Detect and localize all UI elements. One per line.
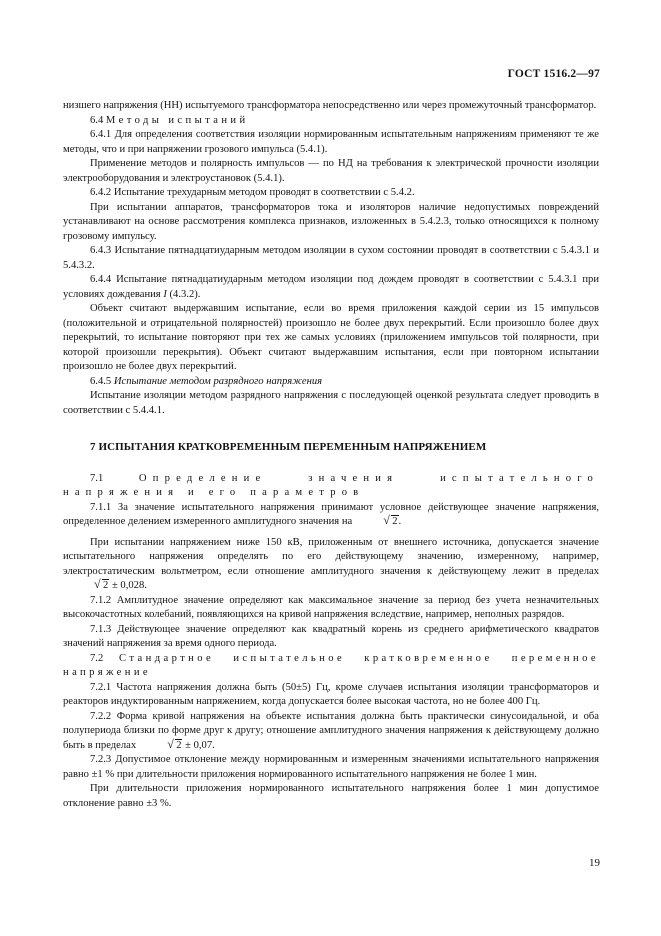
subsection-number: 6.4.5 [90, 375, 112, 387]
paragraph-6-4-2: 6.4.2 Испытание трехударным методом проводят в соответствии с 5.4.2. [90, 187, 415, 198]
square-root-formula [140, 736, 182, 754]
paragraph-7-1-3: 7.1.3 Действующее значение определяют как квадратный корень из среднего арифметического квадратов значений напряжения за время одного периода. [63, 623, 599, 649]
paragraph-7-1-2: 7.1.2 Амплитудное значение определяют как максимальное значение за период без учета незначительных высокочастотных колебаний, появляющихся на кривой напряжения вследствие, например, неполных разрядов. [63, 594, 599, 620]
subsection-title: Методы испытаний [105, 114, 249, 126]
paragraph-7-2-3-b: При длительности приложения нормированного испытательного напряжения более 1 мин допустимое отклонение равно ±3 %. [63, 783, 599, 809]
radicand: 2 [392, 516, 398, 527]
subsection-heading-7-2 [63, 652, 599, 681]
radical-sign-icon: √ [94, 577, 101, 591]
paragraph-text: ± 0,028. [109, 580, 147, 591]
radicand: 2 [103, 580, 109, 591]
radical-sign-icon: √ [383, 513, 390, 527]
page-number: 19 [589, 857, 600, 869]
paragraph-text: 6.4.4 Испытание пятнадцатиударным методом изоляции под дождем проводят в соответствии с 5.4.3.1 при условиях дождевания [63, 274, 599, 300]
document-code-header: ГОСТ 1516.2—97 [507, 68, 600, 80]
paragraph-6-4-2-b: При испытании аппаратов, трансформаторов тока и изоляторов наличие недопустимых повреждений устанавливают на основе рассмотрения комплекса признаков, изложенных в 5.4.2.3, только относящихся к полному грозовому импульсу. [63, 201, 599, 242]
section-heading-7: 7 ИСПЫТАНИЯ КРАТКОВРЕМЕННЫМ ПЕРЕМЕННЫМ НАПРЯЖЕНИЕМ [90, 441, 487, 453]
subsection-number: 6.4 [90, 114, 104, 126]
document-body [63, 99, 599, 811]
paragraph-text: 7.1.1 За значение испытательного напряжения принимают условное действующее значение напряжения, определенное делением измеренного амплитудного значения на [63, 501, 599, 527]
paragraph-6-4-5 [63, 375, 599, 390]
paragraph-6-4-4-b: Объект считают выдержавшим испытание, если во время приложения каждой серии из 15 импульсов (положительной и отрицательной полярностей) произошло не более двух перекрытий. Если произошло более двух перекрытий, то испытание повторяют при тех же самых условиях (приложением импульсов той полярности, при которой произошли перекрытия). Объект считают выдержавшим испытания, если при повторном испытании произошло не более двух перекрытий. [63, 303, 599, 372]
subsection-title: Испытание методом разрядного напряжения [113, 375, 323, 387]
paragraph-6-4-1: 6.4.1 Для определения соответствия изоляции нормированным испытательным напряжениям применяют те же методы, что и при напряжении грозового импульса (5.4.1). [63, 129, 599, 155]
paragraph-text: . [398, 516, 402, 527]
paragraph-continuation: низшего напряжения (НН) испытуемого трансформатора непосредственно или через промежуточный трансформатор. [63, 100, 597, 111]
square-root-formula [356, 515, 398, 530]
paragraph-text: 7.2.2 Форма кривой напряжения на объекте испытания должна быть практически синусоидальной, и оба полупериода близки по форме друг к другу; отношение амплитудного значения напряжения к действующему должно быть в пределах [63, 710, 599, 751]
subsection-title: Определение значения испытательного напряжения и его параметров [63, 472, 600, 498]
subsection-number: 7.2 [90, 652, 104, 664]
paragraph-7-2-3: 7.2.3 Допустимое отклонение между нормированным и измеренным значениями испытательного напряжения равно ±1 % при длительности приложения нормированного испытательного напряжения не более 1 мин. [63, 754, 599, 780]
paragraph-7-2-1: 7.2.1 Частота напряжения должна быть (50±5) Гц, кроме случаев испытания изоляции трансформаторов и реакторов индуктированным напряжением, когда допускается более высокая частота, но не более 400 Гц. [63, 681, 599, 707]
paragraph-7-1-1-b [63, 536, 599, 594]
square-root-formula [67, 579, 109, 594]
paragraph-text: При испытании напряжением ниже 150 кВ, приложенным от внешнего источника, допускается значение испытательного напряжения определять по его действующему значению, измеренному, например, электростатическим вольтметром, если отношение амплитудного значения к действующему лежит в пределах [63, 536, 599, 577]
paragraph-7-2-2 [63, 710, 599, 754]
radicand: 2 [176, 739, 182, 751]
subsection-number: 7.1 [90, 472, 104, 484]
paragraph-6-4-3: 6.4.3 Испытание пятнадцатиударным методом изоляции в сухом состоянии проводят в соответствии с 5.4.3.1 и 5.4.3.2. [63, 245, 599, 271]
paragraph-text: (4.3.2). [166, 288, 201, 300]
rain-condition-symbol: I [163, 288, 167, 300]
paragraph-7-1-1 [63, 501, 599, 530]
paragraph-6-4-5-b: Испытание изоляции методом разрядного напряжения с последующей оценкой результата следует проводить в соответствии с 5.4.4.1. [63, 390, 599, 416]
subsection-heading-6-4 [63, 114, 599, 129]
paragraph-6-4-4 [63, 273, 599, 302]
subsection-heading-7-1 [63, 472, 599, 501]
subsection-title: Стандартное испытательное кратковременное переменное напряжение [63, 652, 599, 678]
paragraph-6-4-1-b: Применение методов и полярность импульсов — по НД на требования к электрической прочности изоляции электрооборудования и электроустановок (5.4.1). [63, 158, 599, 184]
radical-sign-icon: √ [167, 736, 174, 751]
paragraph-text: ± 0,07. [182, 739, 215, 751]
